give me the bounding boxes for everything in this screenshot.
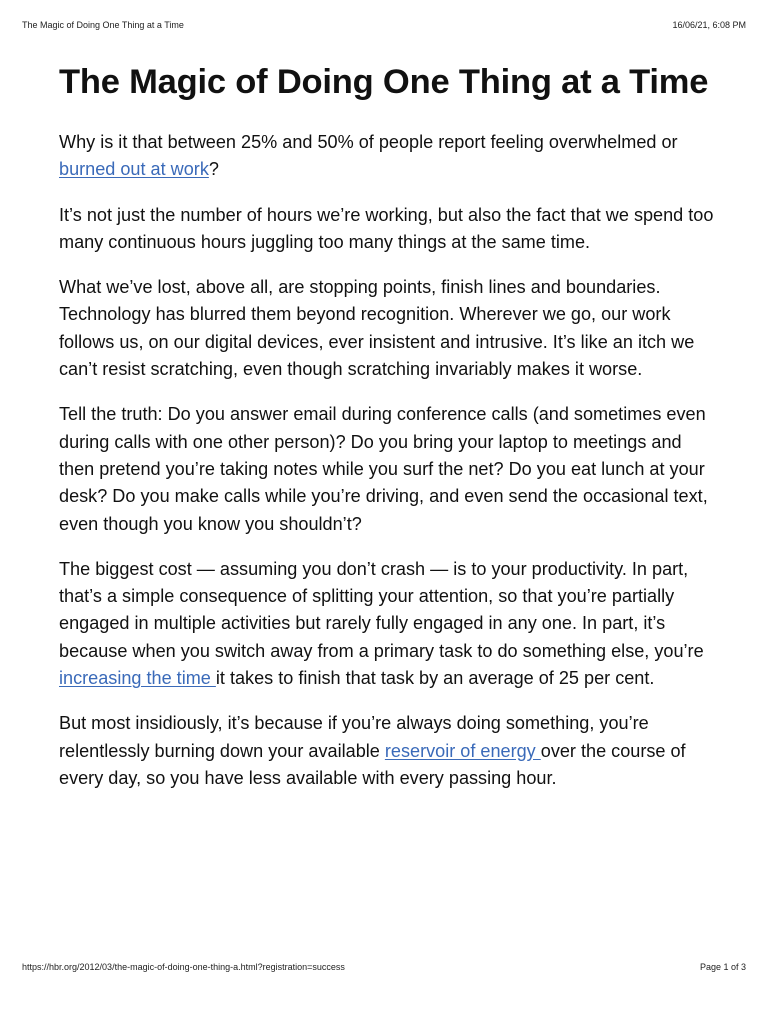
paragraph-3: What we’ve lost, above all, are stopping points, finish lines and boundaries. Technology has blurred them beyond recognition. Wherever we go, our work follows us, on our digital devices, ever insistent and intrusive. It’s like an itch we can’t resist scratching, even though scratching invariably makes it worse.: [59, 277, 695, 380]
paragraph-1: [59, 129, 719, 184]
paragraph-5-text: The biggest cost — assuming you don’t crash — is to your productivity. In part, that’s a simple consequence of splitting your attention, so that you’re partially engaged in multiple activities but rarely fully engaged in any one. In part, it’s because when you switch away from a primary task to do something else, you’re: [59, 558, 704, 661]
paragraph-6: [59, 710, 719, 792]
print-footer: [22, 962, 746, 972]
paragraph-2: It’s not just the number of hours we’re working, but also the fact that we spend too many continuous hours juggling too many things at the same time.: [59, 204, 714, 252]
increasing-the-time-link[interactable]: increasing the time: [59, 668, 216, 689]
print-footer-page: Page 1 of 3: [699, 962, 746, 972]
paragraph-6-tail: over the course of every day, so you have less available with every passing hour.: [59, 740, 686, 788]
article: [59, 60, 719, 810]
article-title: The Magic of Doing One Thing at a Time: [59, 63, 709, 101]
print-header-datetime: 16/06/21, 6:08 PM: [672, 20, 746, 30]
paragraph-1-tail: ?: [208, 159, 219, 180]
paragraph-5: [59, 556, 719, 692]
burned-out-link[interactable]: burned out at work: [59, 159, 209, 180]
paragraph-5-tail: it takes to finish that task by an average of 25 per cent.: [215, 668, 655, 689]
paragraph-6-text: But most insidiously, it’s because if you’re always doing something, you’re relentlessly burning down your available: [59, 713, 649, 761]
print-header-title: The Magic of Doing One Thing at a Time: [22, 20, 184, 30]
paragraph-1-text: Why is it that between 25% and 50% of people report feeling overwhelmed or: [59, 132, 678, 152]
reservoir-of-energy-link[interactable]: reservoir of energy: [384, 740, 541, 761]
print-header: [22, 20, 746, 30]
paragraph-4: Tell the truth: Do you answer email during conference calls (and sometimes even during calls with one other person)? Do you bring your laptop to meetings and then pretend you’re taking notes while you surf the net? Do you eat lunch at your desk? Do you make calls while you’re driving, and even send the occasional text, even though you know you shouldn’t?: [59, 404, 708, 534]
print-footer-url: https://hbr.org/2012/03/the-magic-of-doing-one-thing-a.html?registration=success: [22, 962, 345, 972]
